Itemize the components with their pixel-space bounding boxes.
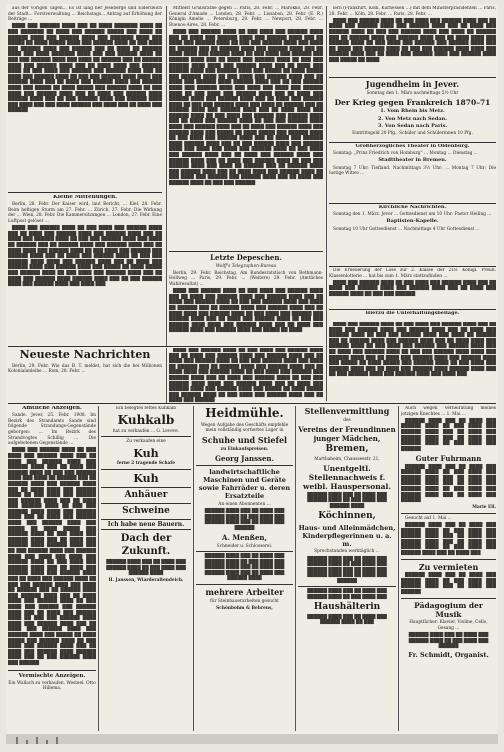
col3-lower-filler: ████ ███ ██████ ████ ██ ███ ████ ███ ██████ ████ ███ ██ ████ ███ ██████ ████ ███ ██████ ████ ███ ██ ████ ███ ██████ ████ ██ ███ ███ ██████ ████ ███ ████ ██ ██████ ███ ██ ██████ ████ ███ ██████ ████ ███ ██ ████ ████ ███ ██████ ████ ██ ███ ████ ███ ██████ ███ ██████ ████ ███ ██ ████ ███ ██████ ████ ██ ███ ███ ██████ ████ ████ ███ ██████ ████ ███ ██ ████ ███ ██████ ████ ███ ██████ ████ ███ █████ ██ ████ █████ ███ ██████ ████ ██ ███ ████ ███ ██████ ████ ███ ██ ████ ███ ██████ ████ ██████ ████ ███ ██ ███ ██████ ████ ███ ██████ ████ ███ ████ ███	[329, 322, 496, 378]
rule	[329, 77, 496, 78]
archive-strip	[6, 734, 498, 744]
depeschen-title: Letzte Depeschen.	[210, 253, 282, 262]
war-item-2: 2. Von Metz nach Sedan.	[378, 115, 447, 122]
kuhkalb-title: Kuhkalb	[117, 413, 175, 428]
rule	[329, 203, 496, 204]
dach-filler: ██████ ████ ███ ██ ████ ███ ██████ ████ ██ ███ ████ ███ ██████ ████	[106, 559, 186, 577]
kleine-heading: Kleine Mitteilungen.	[52, 195, 118, 200]
kuh2-title: Kuh	[133, 471, 159, 485]
bauer-text: Ich habe neue Bauern.	[107, 520, 185, 528]
kuhkalb-intro: Ein belegtes fettes Kuhkalb	[115, 406, 177, 411]
heidmuehle-sub1: Wegen Aufgabe des Geschäfts empfehle mein vollständig sortiertes Lager in	[200, 422, 289, 434]
col2-text: Mittelst Grubsrathe gegen ... Paris, 28. Febr. ... Marokko, 28. Febr. General d'Amade ... London, 28. Febr. ... Lissabon, 28. Febr. (E. R.) Königin Amelie ... Petersburg, 28. Febr. ... Newport, 28. Febr. ... Buenos-Aires, 28. Febr. ...	[169, 6, 323, 28]
kleine-filler: ████ ███ ██████ ████ ██ ███ ████ ███ ██████ ████ ███ ██ ████ ███ ██████ ████ ███ ██████ ████ ███ ██ ████ ███ ██████ ████ ██ ███ ███ ██████ ████ ███ ████ ██ ██████ ███ ██ ██████ ████ ███ ██████ ████ ███ ██ ████ ████ ███ ██████ ████ ██ ███ ████ ███ ██████ ███ ██████ ████ ███ ██ ████ ███ ██████ ████ ██ ███ ███ ██████ ████ ████ ███ ██████ ████ ███ ██ ████ ███ ██████ ████ ███ ██████ ████ ███ █████ ██ ████ █████ ███ ██████ ████ ██ ███ ████ ███ ██████ ████ ███ ██ ████ ███ ██████ ████ ██████ ████ ███ ██ ███ ██████ ████ ███ ██████ ████ ███ ████ ███	[8, 226, 162, 288]
schmidt: Fr. Schmidt, Organist.	[408, 651, 489, 660]
newspaper-page	[6, 4, 498, 744]
depeschen-text: Berlin, 29. Febr. Reichstag. Am Bundesratstisch von Bethmann-Hollweg ... Paris, 29. Febr. ... (Weitere) 29. Febr. (Amtliches Wahlresultat) ...	[169, 270, 323, 287]
amtliche-title: Amtliche Anzeigen.	[22, 406, 82, 411]
verein-filler-2: ██████ ████ ███ ██ ████ ███ ██████ ████ ██ ███ ████ ███ ██████ ████ ███ ██ ████ ███ ██████ ████ ███ ██ ████ ███ ██████	[307, 556, 387, 584]
heid-filler-2: ██████ ████ ███ ██ ████ ███ ██████ ████ ██ ███ ████ ███ ██████ ████ ███ ██ ████ ███ ██████ ████ ███ ██ ████ ███ ██████ ████	[204, 554, 285, 582]
right-text1: Auch wegen Verheiratung meines jetzigen Knechtes ... 1. Mai ...	[401, 406, 496, 417]
depeschen-filler: ████ ███ ██████ ████ ██ ███ ████ ███ ██████ ████ ███ ██ ████ ███ ██████ ████ ███ ██████ ████ ███ ██ ████ ███ ██████ ████ ██ ███ ███ ██████ ████ ███ ████ ██ ██████ ███ ██ ██████ ████ ███ ██████ ████ ███ ██ ████ ████ ███ ██████ ████ ██ ███ ████ ███ ██████ ███ ██████ ████ ███ ██ ████ ███ ██████ ████ ██ ███ ███ ██████ ████ ████ ███ ██████ ████ ███ ██ ████ ███ ██████ ████ ███ ██████ ████ ███ █████ ██ ████	[169, 289, 323, 334]
schafe-text: ferne 2 tragende Schafe	[116, 461, 176, 467]
theater-heading: Großherzogliches Theater in Oldenburg.	[355, 144, 470, 149]
verein-title1: Stellenvermittlung	[304, 406, 390, 416]
beilage-text: Hierzu die Unterhaltungsbeilage.	[365, 311, 460, 316]
name2: A. Menßen,	[222, 532, 267, 542]
rule	[8, 346, 323, 347]
lotterie-filler: ████ ███ ██████ ████ ██ ███ ████ ███ ██████ ████ ███ ██ ████ ███ ██████ ████ ███ ██████ ████ ███ ██ ████ ███ ██████ ████ ██ ███ ███ ██████	[329, 280, 496, 297]
theater	[329, 144, 496, 202]
allein: Haus- und Alleinmädchen, Kinderpflegerinnen u. a. m.	[298, 523, 396, 548]
rule	[329, 309, 496, 310]
jugend-sub: Sonntag den 1. März nachmittags 5½ Uhr	[366, 90, 459, 96]
amtliche-anzeigen	[8, 406, 96, 731]
neueste-nachrichten	[8, 348, 162, 403]
kirch-heading: Kirchliche Nachrichten.	[378, 205, 447, 210]
verein-filler-4: ██████ ████ ███ ██ ████ ███ ██████ ████ ██ ███	[307, 614, 387, 626]
bap-heading: Baptisten-Kapelle.	[386, 218, 439, 225]
col1-intro: aus der vorigen Tagen... Es ist lang her Jeseberge und Eiderdeich der Stadt... Forstverwaltung ... Reichstags... Antrag auf Erhöhung der Beiträge ...	[8, 6, 162, 23]
verein-ad	[298, 406, 396, 731]
kuhkalb-sub: hat zu verkaufen ... G. Leveve.	[112, 428, 180, 434]
lotterie-text: Die Erneuerung der Lose zur 2. Klasse der 218. Königl. Preuß. Klassenlotterie ... hat bis zum 1. März stattzufinden ...	[329, 268, 496, 279]
verein-filler-3: ██████ ████ ███ ██ ████ ███ ██████ ████ ██ ███ ████ ███	[307, 589, 387, 601]
vermischte-text: Ein Wallach zu verkaufen. Westeel. Otto Hillema.	[8, 680, 96, 692]
column-2	[169, 6, 323, 249]
col3-filler: ████ ███ ██████ ████ ██ ███ ████ ███ ██████ ████ ███ ██ ████ ███ ██████ ████ ███ ██████ ████ ███ ██ ████ ███ ██████ ████ ██ ███ ███ ██████ ████ ███ ████ ██ ██████ ███ ██ ██████ ████ ███ ██████ ████ ███ ██ ████ ████ ███ ██████ ████ ██ ███ ████ ███ ██████ ███ ██████ ████ ███ ██ ████ ███ ██████ ████ ██ ███ ███ ██████ ████ ████ ███ ██████ ████ ███ ██ ████ ███ ██████ ████ ███ ██████ ████ ███ █████ ██ ████	[329, 18, 496, 63]
name1: Georg Janssen.	[215, 454, 274, 464]
dach-title: Dach der Zukunft.	[120, 533, 172, 558]
ausverkauf: zu Einkaufspreisen.	[220, 446, 269, 452]
zeiten: Sprechstunden werktäglich ...	[314, 549, 380, 555]
kleine-mitteilungen	[8, 195, 162, 343]
verein-title2: des	[343, 417, 351, 423]
verein-city: Bremen,	[325, 444, 369, 455]
column-rule	[398, 406, 399, 731]
war-item-1: 1. Vom Rhein bis Metz.	[380, 108, 445, 115]
name3: Schönbohm & Behrens,	[216, 605, 273, 611]
ads-divider	[8, 403, 496, 404]
rule	[8, 192, 162, 193]
right-filler-3: ██████ ████ ███ ██ ████ ███ ██████ ████ ██ ███ ████ ███ ██████ ████ ███ ██ ████ ███ ██████ ████ ███ ██ ████ ███ ██████ ████ ██ ███ ████ ███ ██████ ████ ███ ██ ████ ███	[401, 523, 496, 557]
entry-fee: Eintrittsgeld 20 Pfg., Schüler und Schülerinnen 10 Pfg.	[352, 130, 473, 136]
right-filler-1: ██████ ████ ███ ██ ████ ███ ██████ ████ ██ ███ ████ ███ ██████ ████ ███ ██ ████ ███ ██████ ████ ███ ██ ████ ███ ██████ ████ ██ ███ ████ ███ ██████	[401, 418, 496, 452]
ankauf: An einen Abonnenten ...	[218, 501, 271, 507]
right-text2: Gesucht auf 1. Mai ...	[405, 515, 452, 521]
col3-text: lern (Frankfurt, Köln, Kurhessen ...) mit dem Ministerpräsidenten ... Paris, 28. Febr. ... Köln, 28. Febr. ... Paris, 28. Febr. ...	[329, 6, 496, 17]
kleine-text: Berlin, 28. Febr. Der Kaiser wird, laut Bericht, ... Kiel, 28. Febr. Beim heftigen Sturm am 27. Febr. ... Zürich, 27. Febr. Die Wirkung der ... Wien, 28. Febr. Die Kammersitzungen ... London, 27. Febr. Eine Luftpost gelöset ...	[8, 202, 162, 224]
jugend-heading: Jugendheim in Jever.	[365, 79, 460, 89]
lotterie	[329, 268, 496, 308]
right-filler-4: ██████ ████ ███ ██ ████ ███ ██████ ████ ██ ███ ████ ███ ██████ ████ ███ ██ ████ ███ ██████	[401, 573, 496, 595]
heidmuehle-ad	[196, 406, 293, 731]
ads-right	[401, 406, 496, 731]
schuhe-title: Schuhe und Stiefel	[201, 435, 288, 446]
ads-left	[101, 406, 191, 731]
kirch-text: Sonntag den 1. März. Jever ... Gottesdienst um 10 Uhr: Pastor Heiling ...	[333, 212, 492, 218]
column-3	[329, 6, 496, 76]
arbeiter-sub: für Steinhauerarbeiten gesucht	[210, 598, 279, 604]
maschinen: landwirtschaftliche Maschinen und Geräte sowie Fahrräder u. deren Ersatzteile	[198, 468, 291, 501]
heidmuehle-title: Heidmühle.	[205, 406, 284, 420]
arbeiter-title: mehrere Arbeiter	[205, 587, 284, 598]
verein-addr: Marthaheim, Chausseestr. 21,	[314, 456, 380, 462]
marie: Marie Ell.	[472, 505, 496, 511]
kirchliche-nachrichten	[329, 205, 496, 265]
column-rule	[98, 406, 99, 731]
verein-filler: ██████ ████ ███ ██ ████ ███ ██████ ████ ██ ███ ████ ███ ██████ ████	[307, 492, 387, 509]
koechinnen: Köchinnen,	[318, 511, 376, 522]
jugendheim	[329, 79, 496, 141]
neueste-title: Neueste Nachrichten	[19, 348, 151, 361]
theater-text: Sonntag: „Prinz Friedrich von Homburg“ ... Montag ... Dienstag ...	[333, 151, 478, 157]
rule	[329, 142, 496, 143]
bap-text: Sonntag 10 Uhr Gottesdienst ... Nachmittags 4 Uhr Gottesdienst ...	[333, 226, 480, 232]
war-title: Der Krieg gegen Frankreich 1870–71	[334, 97, 491, 107]
verein-big1: Unentgeltl. Stellennachweis f. weibl. Hauspersonal.	[303, 464, 391, 492]
column-rule	[295, 406, 296, 731]
kuh-title: Kuh	[133, 446, 159, 460]
heid-filler: ██████ ████ ███ ██ ████ ███ ██████ ████ ██ ███ ████ ███ ██████ ████ ███ ██ ████ ███ ██████	[204, 508, 285, 531]
column-rule	[166, 6, 167, 346]
col1-intro-filler: ████ ███ ██████ ████ ███ ██ ████ ███████ ████ ██ ███ ███████ ██ ████ ███ ██████ █████ ███ ████ ██ ██████ ████ ███ ██████ ████ ███ ███████ ████ ███ █████ ██ ████ █████ ████ ███ ██████ ████ ██ ███ ████ ███ ██████ ████ ███ ██████ ███ ██ ████ ██ ██████ ████ ███ ████ ███████ ████ ███ ███ ██████ ████ ██ ███ ███ ██████ ████ ███ ████ ██ ██████ ███ ██ ██████ ████ ███ ██████ ████ ███ ██ ████ ████ ███ ██████ ████ ██ ███ ████ ███ ██████ ███ ██████ ████ ███ ██ ████ ███ ██████ ████ ██ ███ ███ ██████ ████ ████ ███ ██████ ████ ███ ██ ████ ███ ██████ ████ ███ ██████ ████ ███ █████ ██ ████ █████ ███ ██████ ████ ██ ███ ████ ███ ██████ ████ ███ ██ ████ ███ ██████ ████ ██████ ████ ███ ██ ███ ██████ ████ ███ ██████ ████ ███ ████ ███ ███ ████ ██████ ███ ████ ███ ██ ████ ███ ██████	[8, 24, 162, 114]
rule	[169, 251, 323, 252]
zu-vermieten: Zu vermieten	[418, 561, 479, 572]
right-filler-5: ██████ ████ ███ ██ ████ ███ ██████ ████ ██ ███ ████ ███ ██████	[408, 632, 489, 650]
column-1	[8, 6, 162, 191]
col2-filler: ████ ███ ██████ ████ ██ ███ ████ ███ ██████ ████ ███ ██ ████ ███ ██████ ████ ███ ██████ ████ ███ ██ ████ ███ ██████ ████ ██ ███ ███ ██████ ████ ███ ████ ██ ██████ ███ ██ ██████ ████ ███ ██████ ████ ███ ██ ████ ████ ███ ██████ ████ ██ ███ ████ ███ ██████ ███ ██████ ████ ███ ██ ████ ███ ██████ ████ ██ ███ ███ ██████ ████ ████ ███ ██████ ████ ███ ██ ████ ███ ██████ ████ ███ ██████ ████ ███ █████ ██ ████ █████ ███ ██████ ████ ██ ███ ████ ███ ██████ ████ ███ ██ ████ ███ ██████ ████ ██████ ████ ███ ██ ███ ██████ ████ ███ ██████ ████ ███ ████ ███ ████ ███ ██████ ████ ██ ███ ████ ███ ██████ ████ ███ ██ ████ ███ ██████ ████ ███ ██████ ████ ███ ██ ████ ███ ██████ ████ ██ ███ ███ ██████ ████ ███ ████ ██ ██████ ███ ██ ██████ ████ ███ ██████ ████ ███ ██ ████ ████ ███ ██████ ████ ██ ███ ████ ███ ██████ ███ ██████ ████ ███ ██ ████ ███ ██████ ████ ██ ███ ███ ██████ ████ ████ ███ ██████ ████ ███ ██ ████ ███ ██████ ████ ███ ██████ ████ ███ █████ ██ ████ █████ ███ ██████ ████ ██ ███ ████ ███ ██████ ████ ███ ██ ████ ███ ██████ ████ ██████ ████ ███ ██ ███ ██████ ████ ███ ██████ ████ ███ ████ ███ ████ ███ ██████ ████ ██ ███ ████ ███ ██████ ████ ███ ██ ████ ███ ██████ ████ ███ ██████ ████ ███ ██ ████ ███ ██████ ████ ██ ███ ███ ██████ ████ ███ ████ ██ ██████ ███ ██ ██████ ████ ███ ██████ ████ ███ ██ ████ ████ ███ ██████ ████ ██ ███ ████ ███ ██████ ███ ██████ ████ ███ ██ ████ ███ ██████ ████ ██ ███ ███ ██████	[169, 29, 323, 186]
vermischte-title: Vermischte Anzeigen.	[18, 672, 86, 679]
name2-sub: Schneider u. Schlosserei.	[216, 543, 273, 549]
beilage-note	[329, 311, 496, 321]
column-rule	[326, 6, 327, 401]
col2-lower-filler: ████ ███ ██████ ████ ██ ███ ████ ███ ██████ ████ ███ ██ ████ ███ ██████ ████ ███ ██████ ████ ███ ██ ████ ███ ██████ ████ ██ ███ ███ ██████ ████ ███ ████ ██ ██████ ███ ██ ██████ ████ ███ ██████ ████ ███ ██ ████ ████ ███ ██████ ████ ██ ███ ████ ███ ██████ ███ ██████ ████ ███ ██ ████ ███ ██████ ████ ██ ███ ███ ██████ ████ ████ ███ ██████ ████ ███ ██ ████ ███ ██████ ████ ███ ██████ ████ ███ █████ ██ ████ █████ ███ ██████ ████ ██ ███ ████ ███ ██████ ████ ███ ██ ████ ███ ██████	[169, 348, 323, 403]
neueste-text: Berlin, 29. Febr. Wie das B. T. meldet, hat sich die bei Millionen Kolonialanleihe ... Rom, 28. Febr. ...	[8, 363, 162, 375]
kuh-intro: Zu verkaufen eine	[126, 439, 166, 445]
amtliche-text: Sande. Jever, 25. Febr. 1908. Im Bezirk des Strandamts Sande sind folgende Strandungs-Gegenstände geborgen: ... Im Bezirk des Strandvogtes Schillig ... Die aufgebotenen Gegenstände ...	[8, 413, 96, 447]
stadt-heading: Stadttheater in Bremen.	[378, 157, 447, 164]
paedagogium: Pädagogium der Musik	[414, 600, 483, 619]
column-rule	[193, 406, 194, 731]
anbauer-title: Anhäuer	[124, 489, 168, 500]
paed-sub: Hauptfächer: Klavier, Violine, Cello, Gesang ...	[409, 620, 488, 631]
depeschen-sub: Wolff's Telegraphen-Bureau	[215, 263, 277, 269]
haushaelterin: Haushälterin	[313, 602, 381, 613]
janssen-sign: H. Janssen, Wiarderaltendeich.	[108, 578, 184, 584]
schweine-title: Schweine	[122, 505, 170, 516]
amtliche-filler: ████ ███ ██████ ████ ██ ███ ████ ███ ██████ ████ ███ ██ ████ ███ ██████ ████ ███ ██████ ████ ███ ██ ████ ███ ██████ ████ ██ ███ ███ ██████ ████ ███ ████ ██ ██████ ███ ██ ██████ ████ ███ ██████ ████ ███ ██ ████ ████ ███ ██████ ████ ██ ███ ████ ███ ██████ ███ ██████ ████ ███ ██ ████ ███ ██████ ████ ██ ███ ███ ██████ ████ ████ ███ ██████ ████ ███ ██ ████ ███ ██████ ████ ███ ██████ ████ ███ █████ ██ ████ █████ ███ ██████ ████ ██ ███ ████ ███ ██████ ████ ███ ██ ████ ███ ██████ ████ ██████ ████ ███ ██ ███ ██████ ████ ███ ██████ ████ ███ ████ ███ ████ ███ ██████ ████ ██ ███ ████ ███ ██████ ████ ███ ██ ████ ███ ██████ ████ ███ ██████ ████ ███ ██ ████ ███ ██████ ████ ██ ███ ███ ██████ ████ ███ ████ ██ ██████ ███ ██ ██████ ████ ███ ██████ ████ ███ ██ ████ ████ ███ ██████ ████ ██ ███ ████ ███ ██████ ███ ██████ ████ ███ ██ ████ ███ ██████ ████ ██ ███ ███ ██████ ████ ████ ███ ██████ ████ ███ ██ ████ ███ ██████ ████ ███ ██████ ████ ███ █████ ██ ████ █████ ███ ██████ ████ ██ ███ ████ ███ ██████ ████ ███ ██ ████ ███ ██████ ████ ██████ ████ ███ ██ ███ ██████ ████ ███ ██████	[8, 448, 96, 666]
stadt-text: Sonntag 7 Uhr: Tiefland. Nachmittags 3½ Uhr: ... Montag 7 Uhr: Die lustige Witwe ...	[329, 165, 496, 177]
war-item-3: 3. Von Sedan nach Paris.	[377, 122, 448, 129]
right-filler-2: ██████ ████ ███ ██ ████ ███ ██████ ████ ██ ███ ████ ███ ██████ ████ ███ ██ ████ ███ ██████ ████ ███ ██ ████ ███ ██████ ████ ██ ███ ████ ███ ██████ ████ ███ ██ ████ ███ ██████	[401, 464, 496, 504]
column-rule	[166, 348, 167, 403]
column-2-lower	[169, 348, 323, 403]
letzte-depeschen	[169, 253, 323, 346]
column-3-lower	[329, 322, 496, 400]
verein-title3: Vereins der Freundinnen junger Mädchen,	[298, 424, 396, 443]
rule	[329, 266, 496, 267]
fuhrmann: Guter Fuhrmann	[415, 453, 482, 463]
